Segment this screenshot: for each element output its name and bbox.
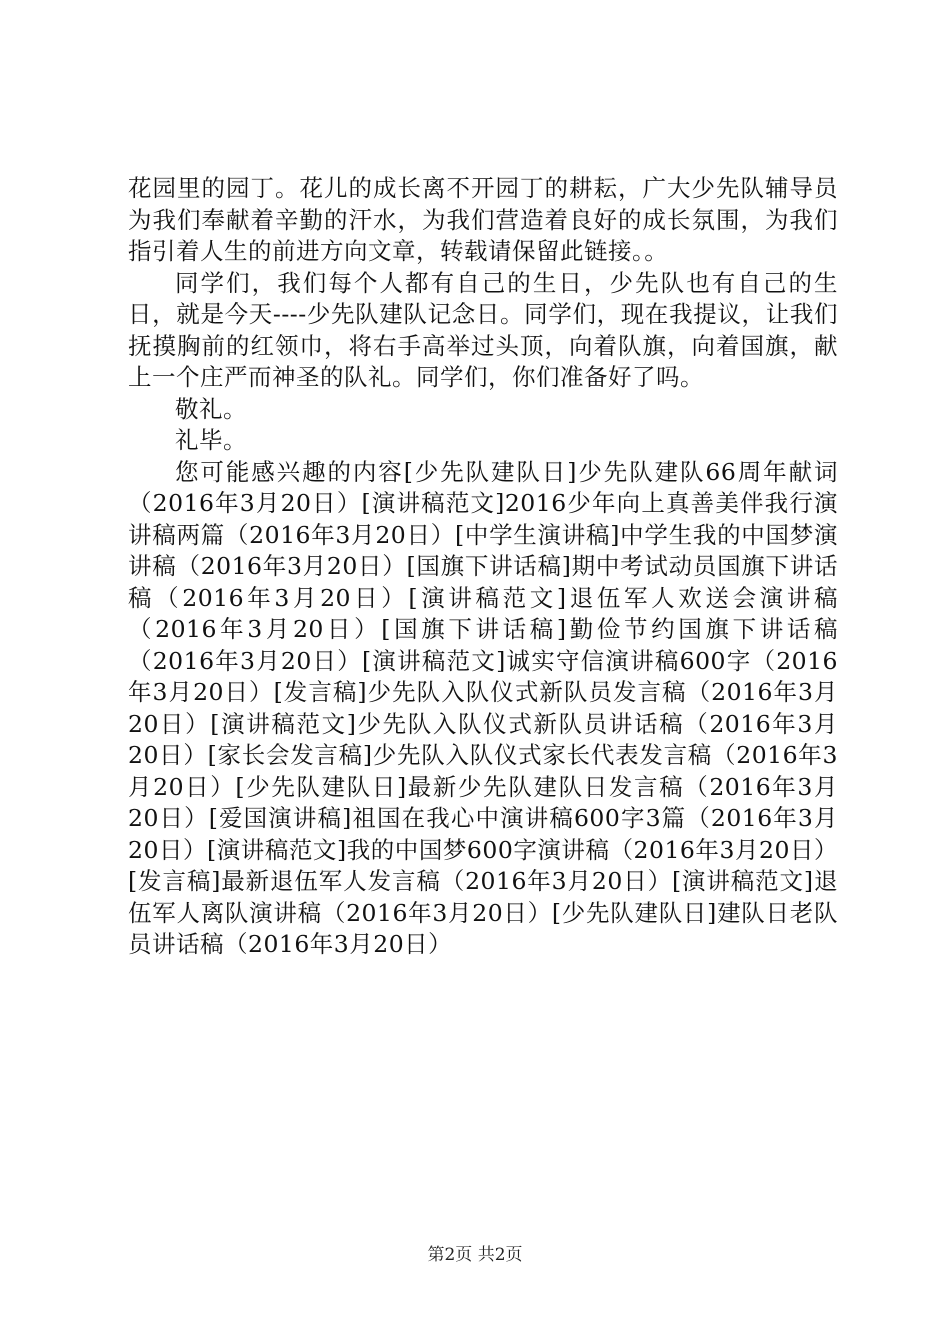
paragraph-related-content: 您可能感兴趣的内容[少先队建队日]少先队建队66周年献词（2016年3月20日）[演讲稿范文]2016少年向上真善美伴我行演讲稿两篇（2016年3月20日）[中学生演讲稿]中学生我的中国梦演讲稿（2016年3月20日）[国旗下讲话稿]期中考试动员国旗下讲话稿（2016年3月20日）[演讲稿范文]退伍军人欢送会演讲稿（2016年3月20日）[国旗下讲话稿]勤俭节约国旗下讲话稿（2016年3月20日）[演讲稿范文]诚实守信演讲稿600字（2016年3月20日）[发言稿]少先队入队仪式新队员发言稿（2016年3月20日）[演讲稿范文]少先队入队仪式新队员讲话稿（2016年3月20日）[家长会发言稿]少先队入队仪式家长代表发言稿（2016年3月20日）[少先队建队日]最新少先队建队日发言稿（2016年3月20日）[爱国演讲稿]祖国在我心中演讲稿600字3篇（2016年3月20日）[演讲稿范文]我的中国梦600字演讲稿（2016年3月20日）[发言稿]最新退伍军人发言稿（2016年3月20日）[演讲稿范文]退伍军人离队演讲稿（2016年3月20日）[少先队建队日]建队日老队员讲话稿（2016年3月20日）: [128, 457, 838, 958]
paragraph-salute: 敬礼。: [175, 394, 247, 423]
paragraph-birthday-salute: 同学们，我们每个人都有自己的生日，少先队也有自己的生日，就是今天----少先队建队记念日。同学们，现在我提议，让我们抚摸胸前的红领巾，将右手高举过头顶，向着队旗，向着国旗，献上一个庄严而神圣的队礼。同学们，你们准备好了吗。: [128, 268, 838, 391]
page-footer: [0, 1245, 950, 1265]
paragraph-gardener: 花园里的园丁。花儿的成长离不开园丁的耕耘，广大少先队辅导员为我们奉献着辛勤的汗水，为我们营造着良好的成长氛围，为我们指引着人生的前进方向文章，转载请保留此链接。。: [128, 174, 838, 265]
document-body: [128, 173, 838, 961]
page-number-label: 第2页 共2页: [427, 1245, 523, 1265]
paragraph-salute-end: 礼毕。: [175, 426, 247, 454]
